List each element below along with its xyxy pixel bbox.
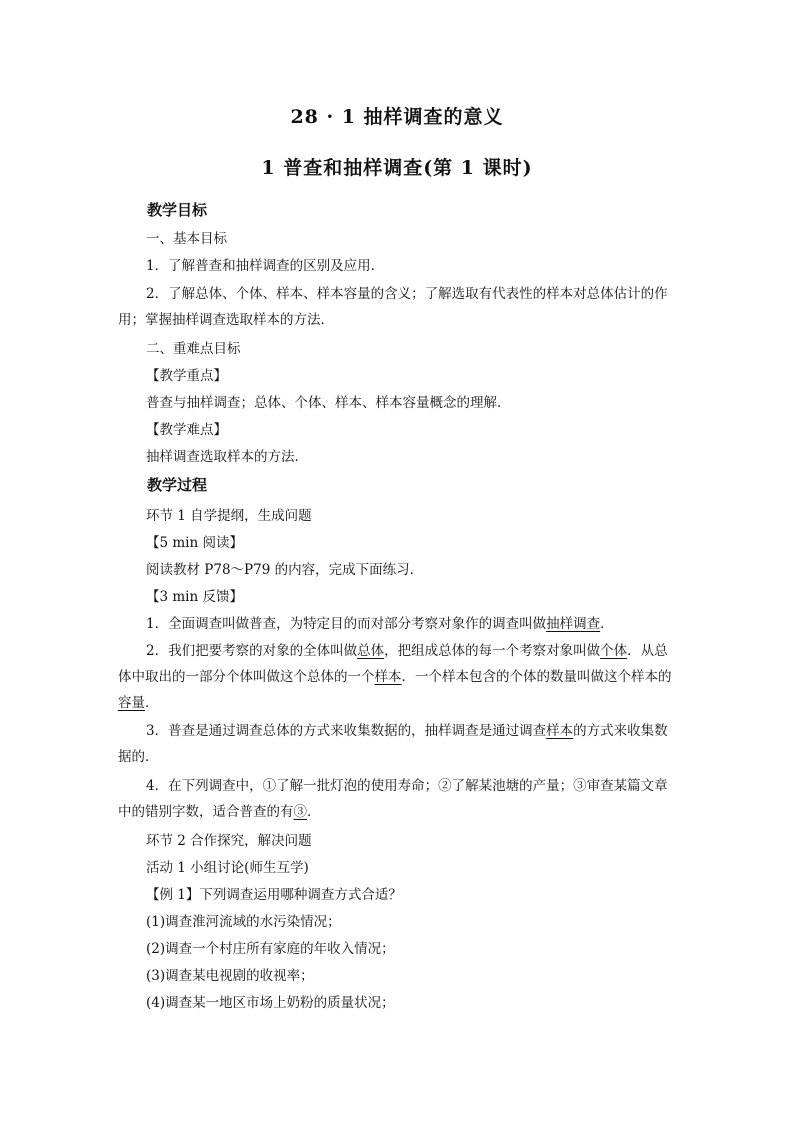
example-item-3: (3)调查某电视剧的收视率；	[146, 968, 314, 984]
answer-blank: 个体	[600, 643, 628, 659]
step-2: 环节 2 合作探究，解决问题	[146, 833, 312, 849]
difficult-label: 【教学难点】	[146, 422, 227, 438]
read-text: 阅读教材 P78～P79 的内容，完成下面练习．	[146, 562, 424, 578]
example-item-2: (2)调查一个村庄所有家庭的年收入情况；	[146, 941, 395, 957]
answer-blank: 容量	[118, 695, 145, 711]
difficult-text: 抽样调查选取样本的方法．	[146, 449, 308, 465]
example-item-4: (4)调查某一地区市场上奶粉的质量状况；	[146, 995, 395, 1011]
question-1: 1．全面调查叫做普查，为特定目的而对部分考察对象作的调查叫做抽样调查．	[146, 616, 614, 632]
feedback-label: 【3 min 反馈】	[146, 589, 243, 605]
key-text: 普查与抽样调查；总体、个体、样本、样本容量概念的理解．	[146, 395, 511, 411]
answer-blank: 总体	[357, 643, 385, 659]
activity-1: 活动 1 小组讨论(师生互学)	[146, 860, 309, 876]
key-label: 【教学重点】	[146, 368, 227, 384]
question-4: 4．在下列调查中，①了解一批灯泡的使用寿命；②了解某池塘的产量；③审查某篇文章中的错别字数，适合普查的有③．	[118, 778, 668, 820]
answer-blank: 样本	[546, 723, 574, 739]
goals-key: 二、重难点目标	[146, 341, 241, 357]
goals-heading: 教学目标	[147, 201, 208, 219]
answer-blank: 抽样调查	[546, 616, 601, 632]
goal-2: 2．了解总体、个体、样本、样本容量的含义；了解选取有代表性的样本对总体估计的作用；掌握抽样调查选取样本的方法．	[118, 286, 668, 328]
example-1: 【例 1】下列调查运用哪种调查方式合适？	[146, 887, 402, 903]
goals-basic: 一、基本目标	[146, 231, 227, 247]
answer-blank: 样本	[374, 669, 402, 685]
read-label: 【5 min 阅读】	[146, 535, 243, 551]
lesson-subtitle: 1 普查和抽样调查(第 1 课时)	[261, 157, 533, 179]
process-heading: 教学过程	[147, 476, 208, 494]
lesson-title: 28 · 1 抽样调查的意义	[290, 106, 504, 128]
step-1: 环节 1 自学提纲，生成问题	[146, 508, 312, 524]
goal-1: 1．了解普查和抽样调查的区别及应用．	[146, 258, 385, 274]
example-item-1: (1)调查淮河流域的水污染情况；	[146, 914, 341, 930]
question-3: 3．普查是通过调查总体的方式来收集数据的，抽样调查是通过调查样本的方式来收集数据的．	[118, 723, 668, 765]
question-2: 2．我们把要考察的对象的全体叫做总体，把组成总体的每一个考察对象叫做个体．从总体中取出的一部分个体叫做这个总体的一个样本．一个样本包含的个体的数量叫做这个样本的容量．	[118, 643, 672, 711]
answer-blank: ③	[293, 804, 307, 820]
